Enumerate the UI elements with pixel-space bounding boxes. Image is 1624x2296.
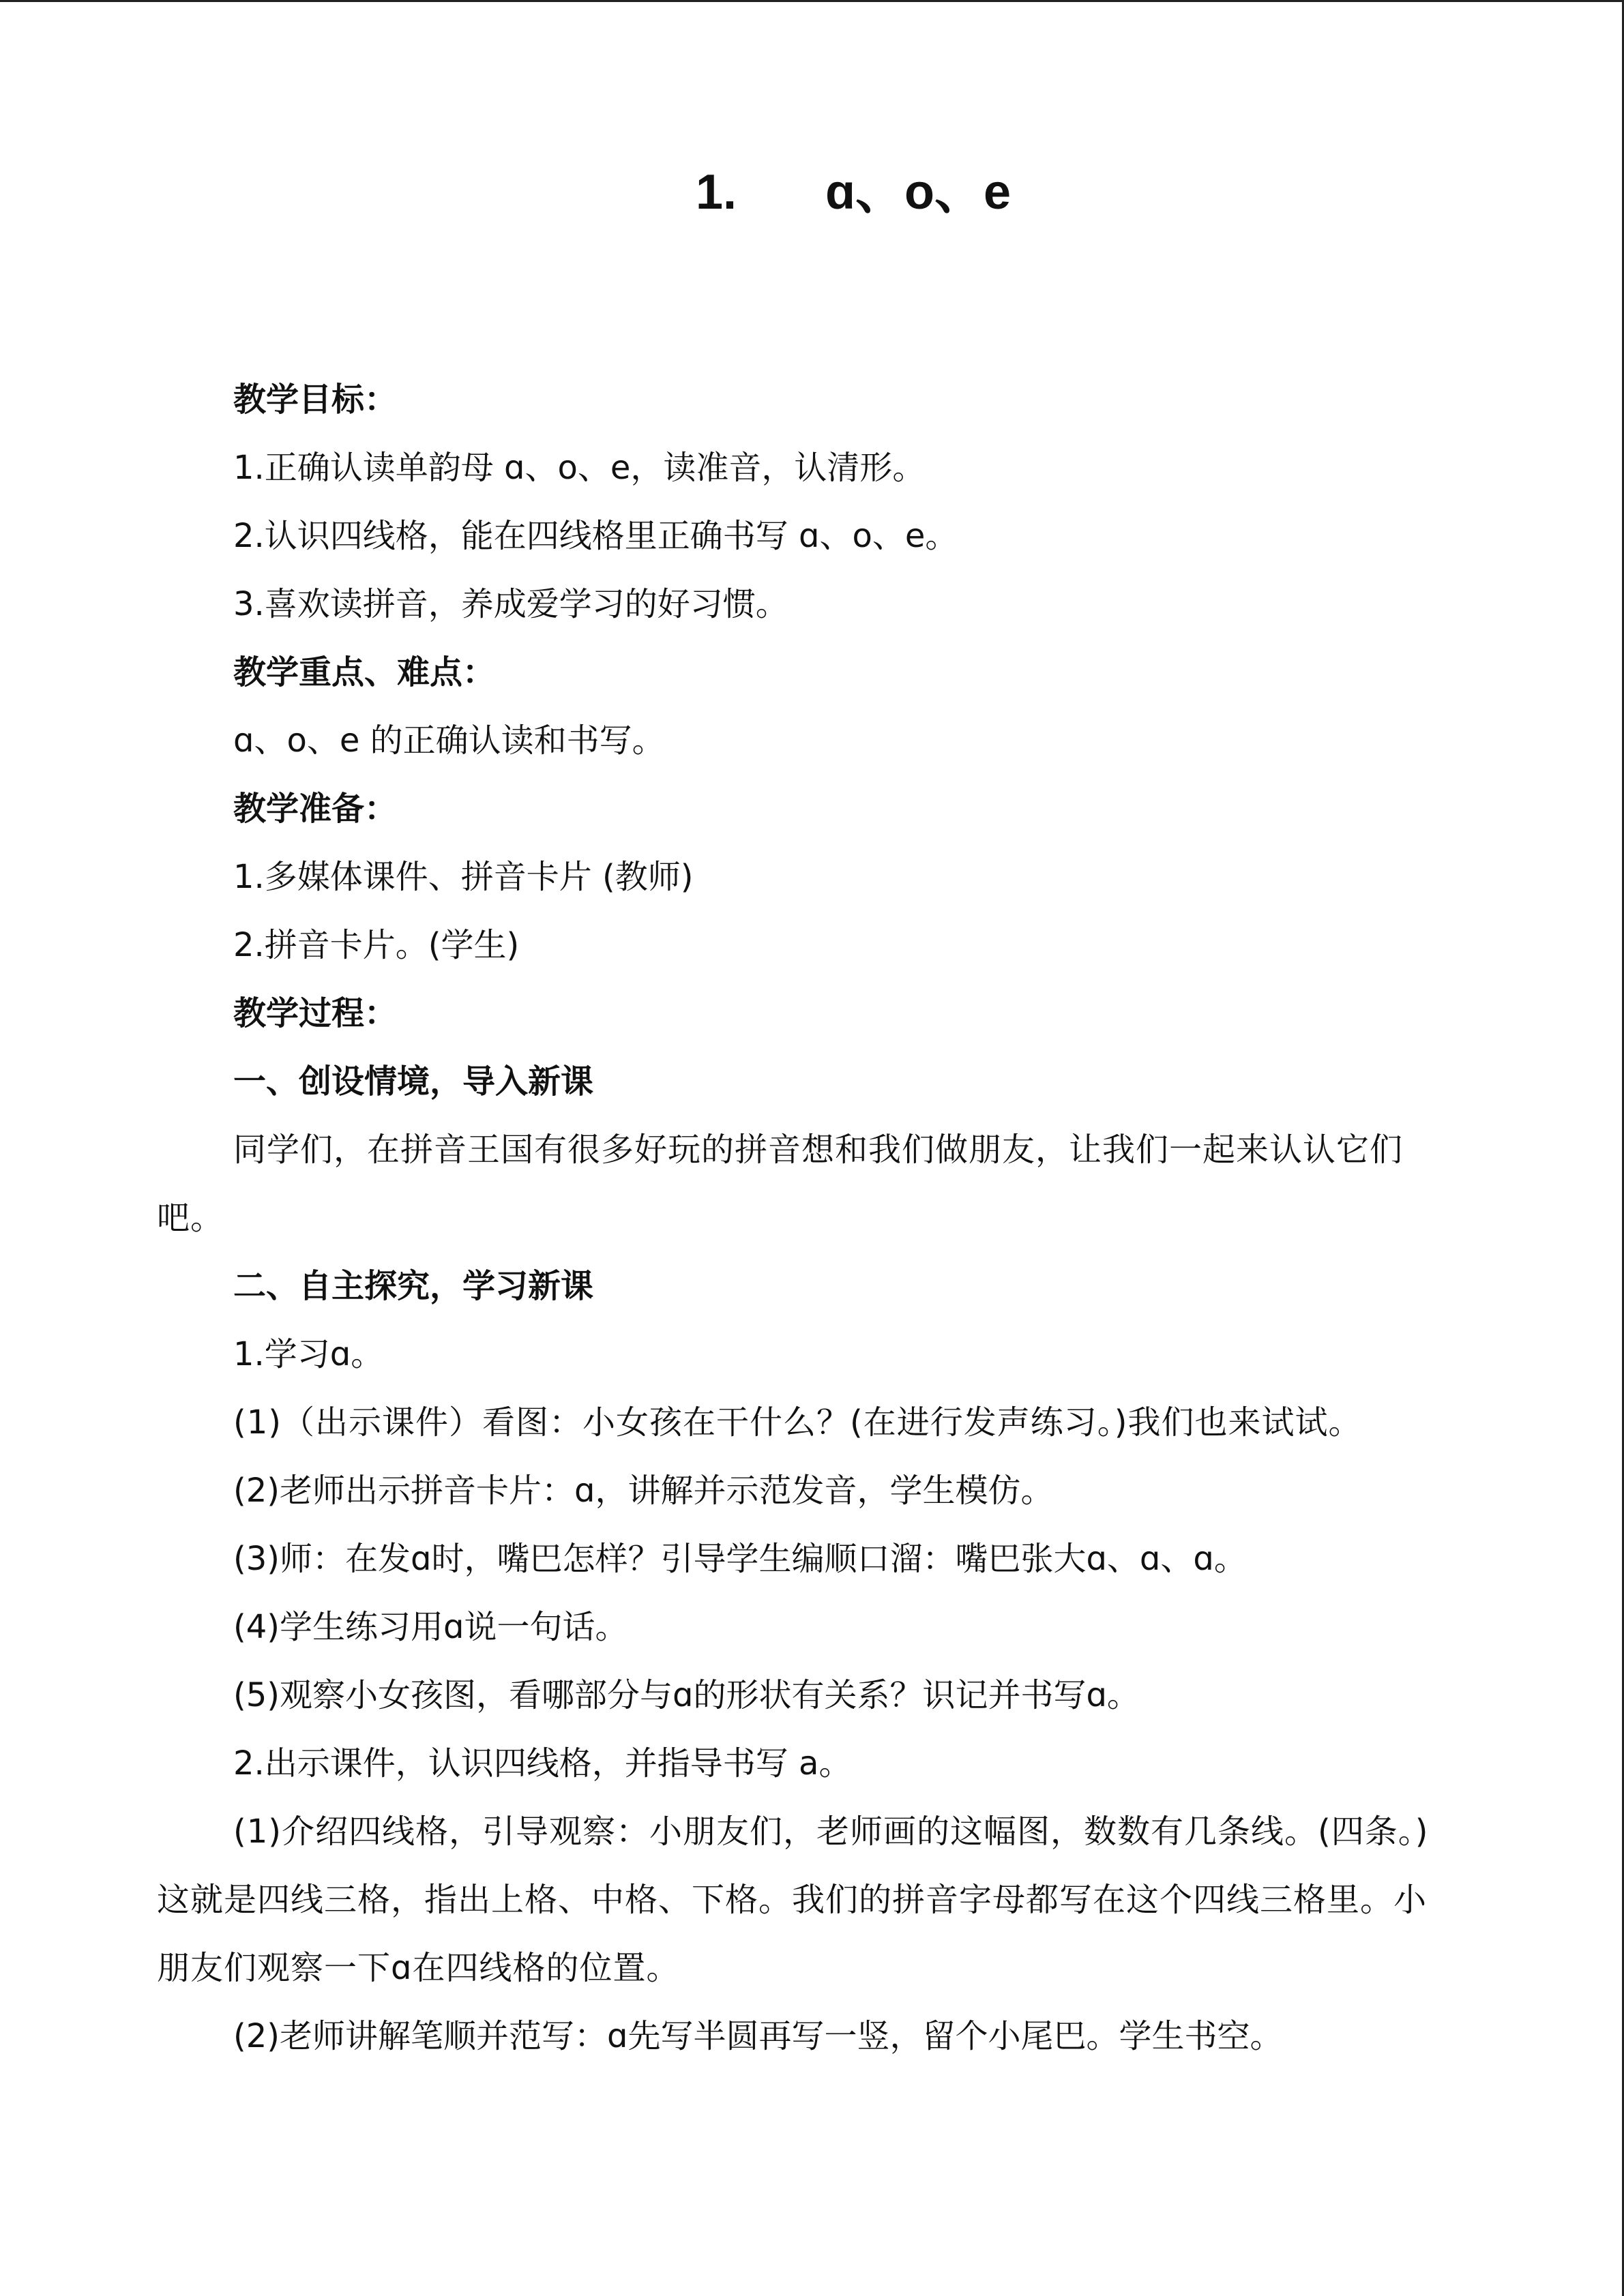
page-border-top [0,0,1624,2]
step1-item-3: (3)师：在发ɑ时，嘴巴怎样？引导学生编顺口溜：嘴巴张大ɑ、ɑ、ɑ。 [233,1540,1247,1578]
step1-item-4: (4)学生练习用ɑ说一句话。 [233,1608,628,1646]
preparation-heading: 教学准备： [233,790,398,828]
part1-paragraph: 同学们，在拼音王国有很多好玩的拼音想和我们做朋友，让我们一起来认认它们吧。 [157,1131,1404,1237]
step2-item-2: (2)老师讲解笔顺并范写：ɑ先写半圆再写一竖，留个小尾巴。学生书空。 [233,2017,1283,2055]
step1-item-2: (2)老师出示拼音卡片：ɑ，讲解并示范发音，学生模仿。 [233,1472,1054,1510]
preparation-item-1: 1.多媒体课件、拼音卡片 (教师) [233,858,694,896]
step2-heading: 2.出示课件，认识四线格，并指导书写 a。 [233,1744,852,1783]
document-title [696,158,1011,226]
process-heading: 教学过程： [233,994,398,1032]
goal-item-3: 3.喜欢读拼音，养成爱学习的好习惯。 [233,585,788,623]
step1-item-1: (1)（出示课件）看图：小女孩在干什么？(在进行发声练习。)我们也来试试。 [233,1403,1362,1442]
goal-item-2: 2.认识四线格，能在四线格里正确书写 ɑ、o、e。 [233,517,958,555]
key-points-heading: 教学重点、难点： [233,653,496,691]
title-text: ɑ、o、e [825,165,1012,220]
document-body [157,366,1453,2070]
step1-heading: 1.学习ɑ。 [233,1335,384,1373]
step1-item-5: (5)观察小女孩图，看哪部分与ɑ的形状有关系？识记并书写ɑ。 [233,1676,1140,1714]
step2-item-1: (1)介绍四线格，引导观察：小朋友们，老师画的这幅图，数数有几条线。(四条。)这就是四线三格，指出上格、中格、下格。我们的拼音字母都写在这个四线三格里。小朋友们观察一下ɑ在四线格的位置。 [157,1813,1429,1987]
preparation-item-2: 2.拼音卡片。(学生) [233,926,520,964]
goal-item-1: 1.正确认读单韵母 ɑ、o、e，读准音，认清形。 [233,449,926,487]
goals-heading: 教学目标： [233,381,398,419]
part1-heading: 一、创设情境，导入新课 [233,1062,594,1101]
key-points-text: ɑ、o、e 的正确认读和书写。 [233,721,665,760]
title-number: 1. [696,165,737,220]
part2-heading: 二、自主探究，学习新课 [233,1267,594,1305]
